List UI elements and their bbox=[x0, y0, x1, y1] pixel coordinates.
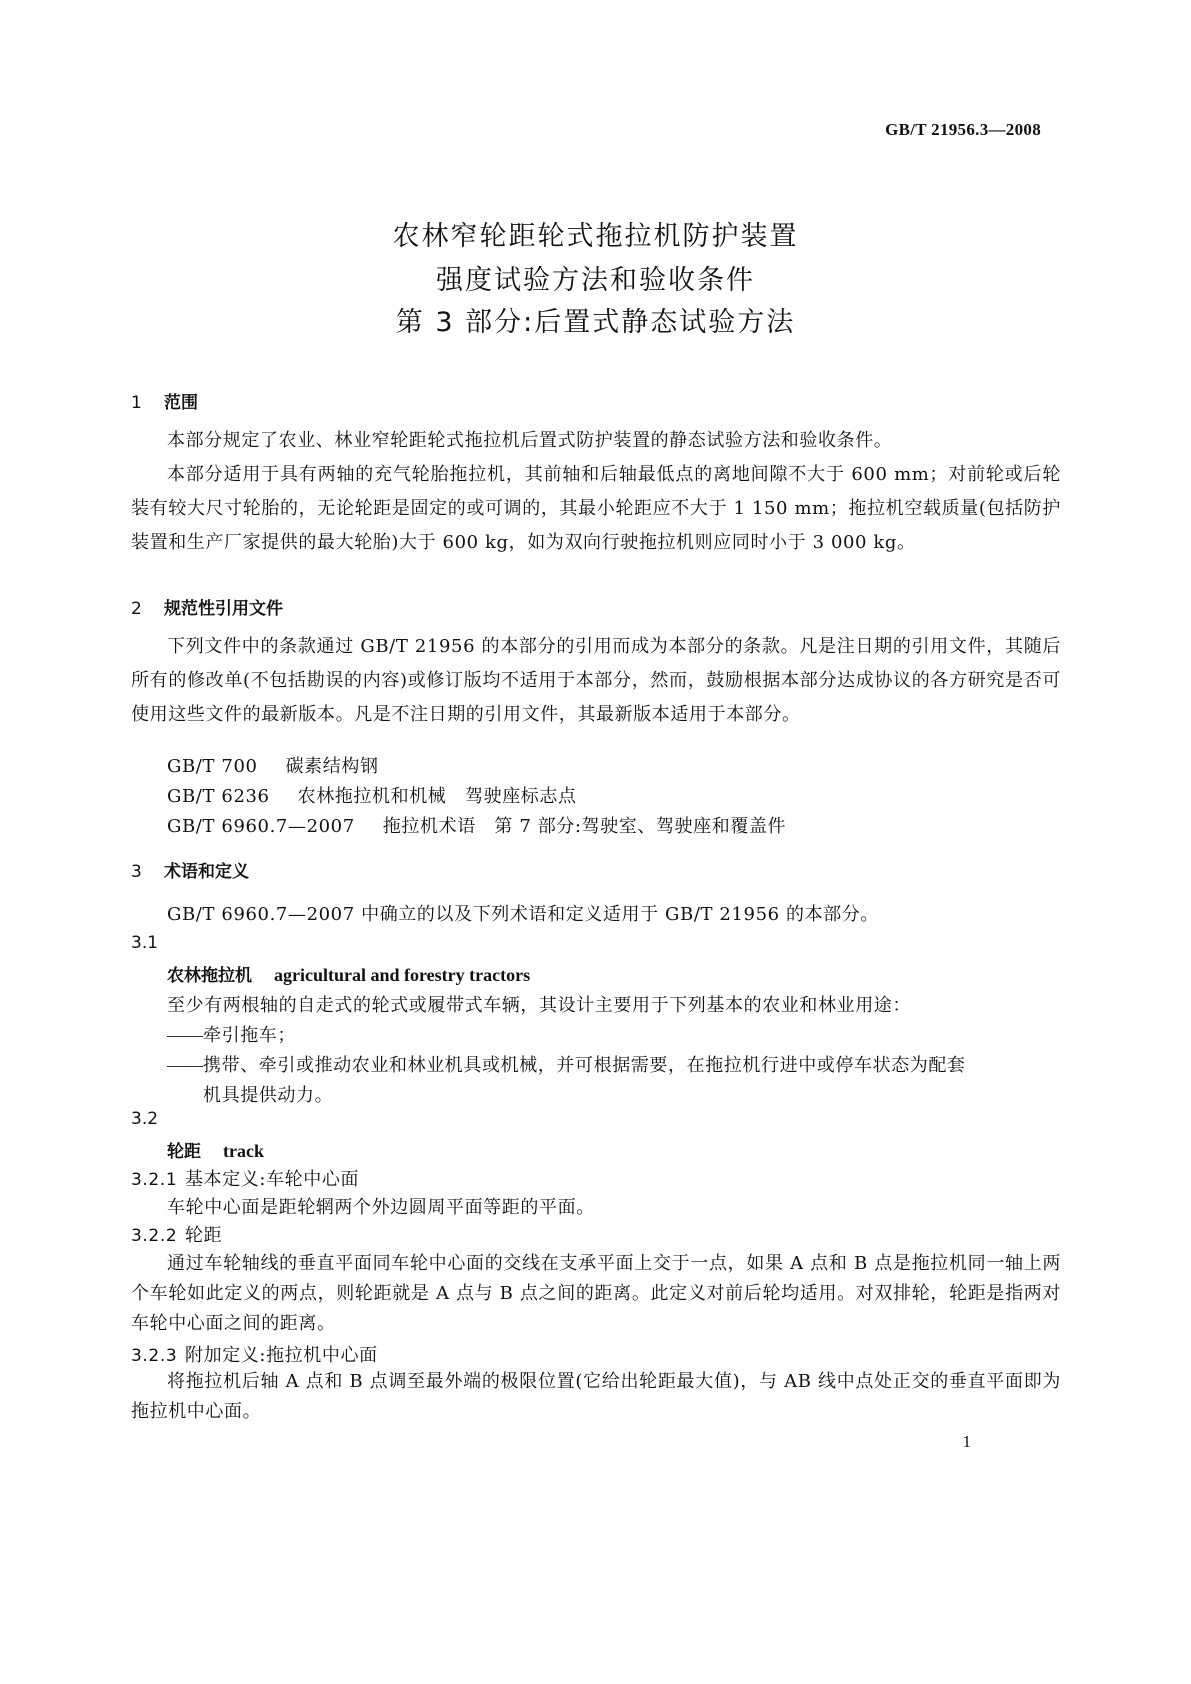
section-2-body bbox=[131, 630, 1061, 732]
term-heading bbox=[167, 961, 530, 986]
subclause-text-block bbox=[131, 1249, 1061, 1339]
list-item bbox=[167, 1021, 296, 1047]
paragraph: 下列文件中的条款通过 GB/T 21956 的本部分的引用而成为本部分的条款。凡是注日期的引用文件，其随后所有的修改单(不包括勘误的内容)或修订版均不适用于本部分，然而，鼓励根据本部分达成协议的各方研究是否可使用这些文件的最新版本。凡是不注日期的引用文件，其最新版本适用于本部分。 bbox=[131, 636, 1061, 725]
subclause-number: 3.2.1 bbox=[131, 1170, 178, 1190]
paragraph: 通过车轮轴线的垂直平面同车轮中心面的交线在支承平面上交于一点，如果 A 点和 B 点是拖拉机同一轴上两个车轮如此定义的两点，则轮距就是 A 点与 B 点之间的距离。此定义对前后轮均适用。对双排轮，轮距是指两对车轮中心面之间的距离。 bbox=[131, 1253, 1061, 1334]
section-title: 术语和定义 bbox=[164, 862, 249, 882]
term-zh: 轮距 bbox=[167, 1142, 201, 1162]
list-item-text: 携带、牵引或推动农业和林业机具或机械，并可根据需要，在拖拉机行进中或停车状态为配套 bbox=[203, 1055, 966, 1076]
document-title-line-1: 农林窄轮距轮式拖拉机防护装置 bbox=[392, 221, 799, 252]
term-zh: 农林拖拉机 bbox=[167, 966, 252, 986]
reference-code: GB/T 6960.7—2007 bbox=[167, 816, 355, 837]
list-item-continuation: 机具提供动力。 bbox=[203, 1085, 334, 1106]
paragraph: 本部分规定了农业、林业窄轮距轮式拖拉机后置式防护装置的静态试验方法和验收条件。 bbox=[167, 430, 893, 451]
subclause-text: 车轮中心面是距轮辋两个外边圆周平面等距的平面。 bbox=[167, 1197, 595, 1218]
term-en: track bbox=[223, 1141, 264, 1161]
subclause-title: 轮距 bbox=[185, 1225, 223, 1246]
dash-marker: —— bbox=[167, 1055, 203, 1075]
subclause-heading bbox=[131, 1341, 378, 1367]
section-number: 2 bbox=[131, 599, 142, 619]
section-title: 规范性引用文件 bbox=[164, 599, 283, 619]
term-en: agricultural and forestry tractors bbox=[274, 965, 531, 985]
reference-title: 农林拖拉机和机械 驾驶座标志点 bbox=[297, 786, 577, 807]
page-number: 1 bbox=[962, 1432, 971, 1451]
section-3-heading bbox=[131, 857, 249, 882]
term-heading bbox=[167, 1137, 264, 1162]
reference-title: 拖拉机术语 第 7 部分:驾驶室、驾驶座和覆盖件 bbox=[382, 816, 787, 837]
list-item bbox=[167, 1051, 966, 1077]
dash-marker: —— bbox=[167, 1025, 203, 1045]
document-title-line-2: 强度试验方法和验收条件 bbox=[436, 265, 755, 296]
reference-title: 碳素结构钢 bbox=[285, 756, 379, 777]
section-number: 3 bbox=[131, 862, 142, 882]
subclause-title: 基本定义:车轮中心面 bbox=[185, 1169, 360, 1190]
reference-code: GB/T 6236 bbox=[167, 786, 270, 807]
list-item-text: 牵引拖车； bbox=[203, 1025, 296, 1046]
subclause-heading bbox=[131, 1221, 222, 1247]
subclause-heading bbox=[131, 1165, 359, 1191]
reference-code: GB/T 700 bbox=[167, 756, 258, 777]
subclause-number: 3.2.2 bbox=[131, 1226, 178, 1246]
reference-item bbox=[167, 782, 577, 808]
paragraph: 本部分适用于具有两轴的充气轮胎拖拉机，其前轴和后轴最低点的离地间隙不大于 600 mm；对前轮或后轮装有较大尺寸轮胎的，无论轮距是固定的或可调的，其最小轮距应不大于 1 150 mm；拖拉机空载质量(包括防护装置和生产厂家提供的最大轮胎)大于 600 kg，如为双向行驶拖拉机则应同时小于 3 000 kg。 bbox=[131, 464, 1061, 553]
section-1-body bbox=[131, 424, 1061, 560]
reference-item bbox=[167, 812, 786, 838]
subclause-number: 3.2.3 bbox=[131, 1346, 178, 1366]
section-2-heading bbox=[131, 594, 283, 619]
section-number: 1 bbox=[131, 393, 142, 413]
document-title-line-3: 第 3 部分:后置式静态试验方法 bbox=[395, 307, 796, 338]
term-number: 3.2 bbox=[131, 1109, 159, 1129]
term-definition: 至少有两根轴的自走式的轮式或履带式车辆，其设计主要用于下列基本的农业和林业用途： bbox=[167, 995, 911, 1016]
section-1-heading bbox=[131, 388, 198, 413]
section-3-intro: GB/T 6960.7—2007 中确立的以及下列术语和定义适用于 GB/T 21956 的本部分。 bbox=[167, 904, 880, 925]
subclause-title: 附加定义:拖拉机中心面 bbox=[185, 1345, 378, 1366]
standard-number: GB/T 21956.3—2008 bbox=[885, 120, 1041, 139]
subclause-text-block bbox=[131, 1367, 1061, 1427]
paragraph: 将拖拉机后轴 A 点和 B 点调至最外端的极限位置(它给出轮距最大值)，与 AB 线中点处正交的垂直平面即为拖拉机中心面。 bbox=[131, 1371, 1061, 1422]
reference-item bbox=[167, 752, 379, 778]
section-title: 范围 bbox=[164, 393, 198, 413]
term-number: 3.1 bbox=[131, 933, 159, 953]
